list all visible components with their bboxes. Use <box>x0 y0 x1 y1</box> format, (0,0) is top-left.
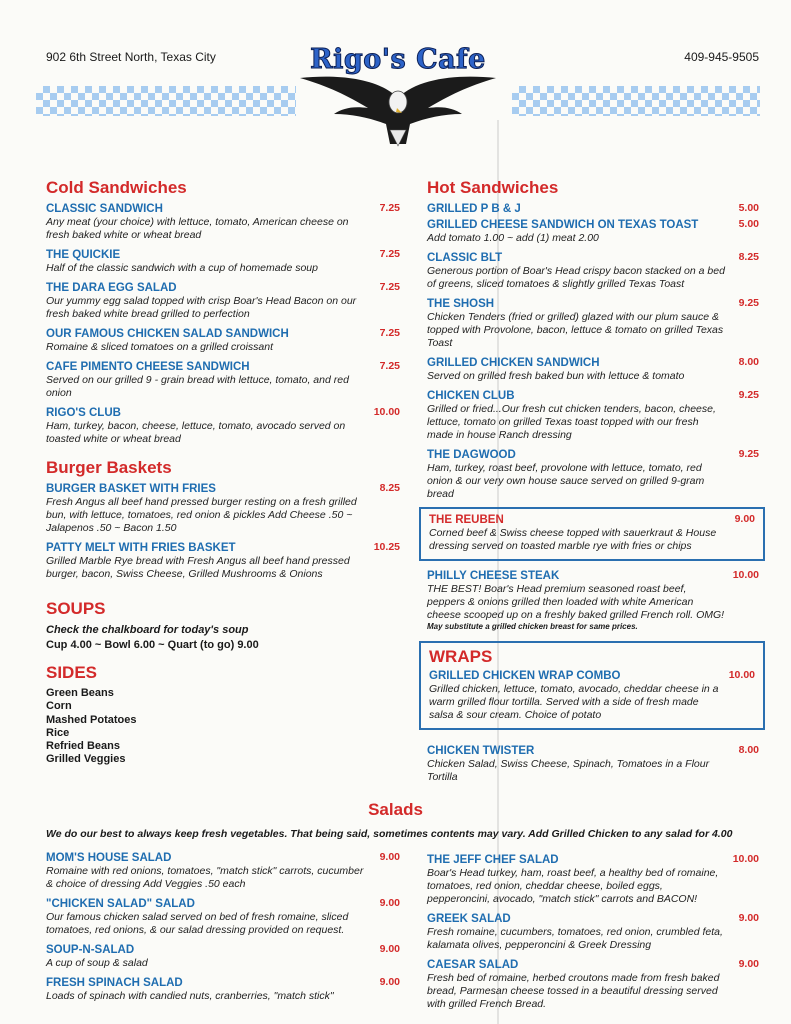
item-desc: Loads of spinach with candied nuts, cranberries, "match stick" <box>46 990 334 1002</box>
item-desc: Served on our grilled 9 - grain bread with lettuce, tomato, and red onion <box>46 374 349 399</box>
menu-item <box>429 669 755 722</box>
item-price: 10.25 <box>373 541 400 553</box>
item-desc: Any meat (your choice) with lettuce, tomato, American cheese on fresh baked white or wheat bread <box>46 216 349 241</box>
item-price: 9.00 <box>379 943 400 955</box>
item-name: PATTY MELT WITH FRIES BASKET <box>46 542 236 554</box>
menu-item <box>46 943 400 970</box>
item-price: 8.25 <box>738 251 759 263</box>
item-desc: Chicken Salad, Swiss Cheese, Spinach, Tomatoes in a Flour Tortilla <box>427 758 710 783</box>
item-name: CLASSIC SANDWICH <box>46 203 163 215</box>
item-name: GREEK SALAD <box>427 913 511 925</box>
item-price: 9.00 <box>379 897 400 909</box>
eagle-icon <box>298 68 498 148</box>
menu-item <box>46 281 400 321</box>
item-name: CHICKEN TWISTER <box>427 745 535 757</box>
item-price: 10.00 <box>732 569 759 581</box>
item-name: THE SHOSH <box>427 298 495 310</box>
salads-right-column <box>427 853 759 1017</box>
item-name: FRESH SPINACH SALAD <box>46 977 183 989</box>
item-name: RIGO'S CLUB <box>46 407 121 419</box>
soups-title: SOUPS <box>46 599 106 618</box>
burger-baskets-title: Burger Baskets <box>46 458 172 477</box>
item-desc: THE BEST! Boar's Head premium seasoned roast beef, peppers & onions grilled then loaded with white American cheese scooped up on a freshly baked grilled French roll. OMG! <box>427 583 725 621</box>
item-price: 9.00 <box>738 912 759 924</box>
side-item: Green Beans <box>46 687 114 699</box>
item-name: GRILLED P B & J <box>427 203 521 215</box>
item-name: THE REUBEN <box>429 514 504 526</box>
item-price: 7.25 <box>379 248 400 260</box>
menu-item <box>46 327 400 354</box>
menu-item <box>427 569 759 631</box>
item-name: CHICKEN CLUB <box>427 390 515 402</box>
item-price: 8.00 <box>738 356 759 368</box>
item-price: 9.25 <box>738 448 759 460</box>
item-name: MOM'S HOUSE SALAD <box>46 852 172 864</box>
item-desc: Fresh romaine, cucumbers, tomatoes, red onion, crumbled feta, kalamata olives, pepperoncini & Greek Dressing <box>427 926 723 951</box>
cafe-logo: Rigo's Cafe <box>310 44 486 75</box>
menu-item <box>427 853 759 906</box>
item-desc: Our famous chicken salad served on bed of fresh romaine, sliced tomatoes, red onions, & our salad dressing provided on request. <box>46 911 349 936</box>
item-desc: Grilled or fried...Our fresh cut chicken tenders, bacon, cheese, lettuce, tomato on grilled Texas toast topped with our fresh made in house Ranch dressing <box>427 403 716 441</box>
item-price: 8.25 <box>379 482 400 494</box>
salads-note: We do our best to always keep fresh vegetables. That being said, sometimes contents may vary. Add Grilled Chicken to any salad for 4.00 <box>46 828 733 840</box>
checker-band-left <box>36 86 296 116</box>
item-name: THE DAGWOOD <box>427 449 516 461</box>
item-name: "CHICKEN SALAD" SALAD <box>46 898 195 910</box>
salads-title: Salads <box>368 800 423 819</box>
menu-item <box>46 248 400 275</box>
item-name: GRILLED CHICKEN WRAP COMBO <box>429 670 621 682</box>
item-desc: Half of the classic sandwich with a cup of homemade soup <box>46 262 318 274</box>
item-desc: Generous portion of Boar's Head crispy bacon stacked on a bed of greens, sliced tomatoes & slightly grilled Texas Toast <box>427 265 725 290</box>
item-name: OUR FAMOUS CHICKEN SALAD SANDWICH <box>46 328 289 340</box>
menu-item <box>427 389 759 442</box>
menu-item <box>46 482 400 535</box>
menu-item <box>427 958 759 1011</box>
item-desc: Fresh Angus all beef hand pressed burger resting on a fresh grilled bun, with lettuce, tomatoes, red onion & pickles Add Cheese .50 ~ Jalapenos .50 ~ Bacon 1.50 <box>46 496 357 534</box>
menu-item <box>427 251 759 291</box>
side-item: Mashed Potatoes <box>46 713 137 726</box>
item-price: 7.25 <box>379 360 400 372</box>
header-phone: 409-945-9505 <box>684 50 759 64</box>
item-name: CLASSIC BLT <box>427 252 503 264</box>
item-price: 9.25 <box>738 297 759 309</box>
item-desc: Boar's Head turkey, ham, roast beef, a healthy bed of romaine, tomatoes, red onion, cheddar cheese, boiled eggs, pepperoncini, avocado, "match stick" carrots and BACON! <box>427 867 719 905</box>
checker-band-right <box>512 86 760 116</box>
item-price: 9.00 <box>379 976 400 988</box>
hot-sandwiches-title: Hot Sandwiches <box>427 178 559 197</box>
reuben-box <box>419 507 765 561</box>
side-item: Rice <box>46 726 70 739</box>
cold-sandwiches-title: Cold Sandwiches <box>46 178 187 197</box>
item-price: 9.00 <box>734 513 755 525</box>
header-address: 902 6th Street North, Texas City <box>46 50 216 64</box>
right-column <box>427 178 759 790</box>
item-name: CAFE PIMENTO CHEESE SANDWICH <box>46 361 250 373</box>
menu-item <box>46 897 400 937</box>
item-desc: Our yummy egg salad topped with crisp Boar's Head Bacon on our fresh baked white bread grilled to perfection <box>46 295 357 320</box>
menu-item <box>46 851 400 891</box>
item-desc: A cup of soup & salad <box>46 957 148 969</box>
item-price: 10.00 <box>732 853 759 865</box>
menu-item <box>427 912 759 952</box>
menu-item <box>427 297 759 350</box>
menu-item <box>46 202 400 242</box>
item-name: CAESAR SALAD <box>427 959 519 971</box>
side-item: Corn <box>46 700 72 713</box>
item-price: 5.00 <box>738 202 759 214</box>
item-desc: Romaine with red onions, tomatoes, "match stick" carrots, cucumber & choice of dressing Add Veggies .50 each <box>46 865 364 890</box>
soups-note: Check the chalkboard for today's soup <box>46 624 249 636</box>
left-column <box>46 178 400 767</box>
item-price: 5.00 <box>738 218 759 230</box>
item-name: SOUP-N-SALAD <box>46 944 135 956</box>
menu-item <box>46 976 400 1003</box>
wraps-box <box>419 641 765 730</box>
item-desc: Grilled chicken, lettuce, tomato, avocado, cheddar cheese in a warm grilled flour tortilla. Served with a side of fresh made salsa & sour cream. Choice of potato <box>429 683 719 721</box>
item-price: 10.00 <box>728 669 755 681</box>
item-name: PHILLY CHEESE STEAK <box>427 570 560 582</box>
item-desc: Grilled Marble Rye bread with Fresh Angus all beef hand pressed burger, bacon, Swiss Cheese, Grilled Mushrooms & Onions <box>46 555 350 580</box>
item-price: 7.25 <box>379 327 400 339</box>
item-name: THE QUICKIE <box>46 249 121 261</box>
item-desc: Ham, turkey, roast beef, provolone with lettuce, tomato, red onion & our very own house sauce served on grilled 9-gram bread <box>427 462 705 500</box>
item-note: May substitute a grilled chicken breast for same prices. <box>427 622 638 631</box>
menu-item <box>427 356 759 383</box>
menu-item <box>46 406 400 446</box>
item-desc: Served on grilled fresh baked bun with lettuce & tomato <box>427 370 685 382</box>
item-desc: Corned beef & Swiss cheese topped with sauerkraut & House dressing served on toasted marble rye with fries or chips <box>429 527 717 552</box>
item-price: 9.00 <box>738 958 759 970</box>
menu-item <box>46 541 400 581</box>
item-name: BURGER BASKET WITH FRIES <box>46 483 216 495</box>
item-desc: Romaine & sliced tomatoes on a grilled croissant <box>46 341 274 353</box>
soups-prices: Cup 4.00 ~ Bowl 6.00 ~ Quart (to go) 9.00 <box>46 639 259 651</box>
menu-item <box>429 513 755 553</box>
item-price: 7.25 <box>379 281 400 293</box>
menu-item <box>427 448 759 501</box>
item-desc: Add tomato 1.00 ~ add (1) meat 2.00 <box>427 232 599 244</box>
item-price: 8.00 <box>738 744 759 756</box>
side-item: Grilled Veggies <box>46 753 126 766</box>
item-price: 10.00 <box>373 406 400 418</box>
item-desc: Ham, turkey, bacon, cheese, lettuce, tomato, avocado served on toasted white or wheat bread <box>46 420 346 445</box>
item-name: THE DARA EGG SALAD <box>46 282 177 294</box>
salads-left-column <box>46 851 400 1009</box>
item-price: 7.25 <box>379 202 400 214</box>
side-item: Refried Beans <box>46 740 120 753</box>
item-price: 9.00 <box>379 851 400 863</box>
menu-item <box>427 744 759 784</box>
sides-title: SIDES <box>46 663 98 682</box>
menu-item <box>46 360 400 400</box>
item-name: GRILLED CHEESE SANDWICH ON TEXAS TOAST <box>427 219 699 231</box>
menu-item <box>427 218 759 245</box>
menu-item <box>427 202 759 216</box>
item-desc: Fresh bed of romaine, herbed croutons made from fresh baked bread, Parmesan cheese tossed in a beautiful dressing served with grilled French Bread. <box>427 972 720 1010</box>
item-desc: Chicken Tenders (fried or grilled) glazed with our plum sauce & topped with Provolone, bacon, lettuce & tomato on grilled Texas Toast <box>427 311 724 349</box>
item-name: THE JEFF CHEF SALAD <box>427 854 559 866</box>
item-name: GRILLED CHICKEN SANDWICH <box>427 357 600 369</box>
wraps-title: WRAPS <box>429 647 493 666</box>
item-price: 9.25 <box>738 389 759 401</box>
